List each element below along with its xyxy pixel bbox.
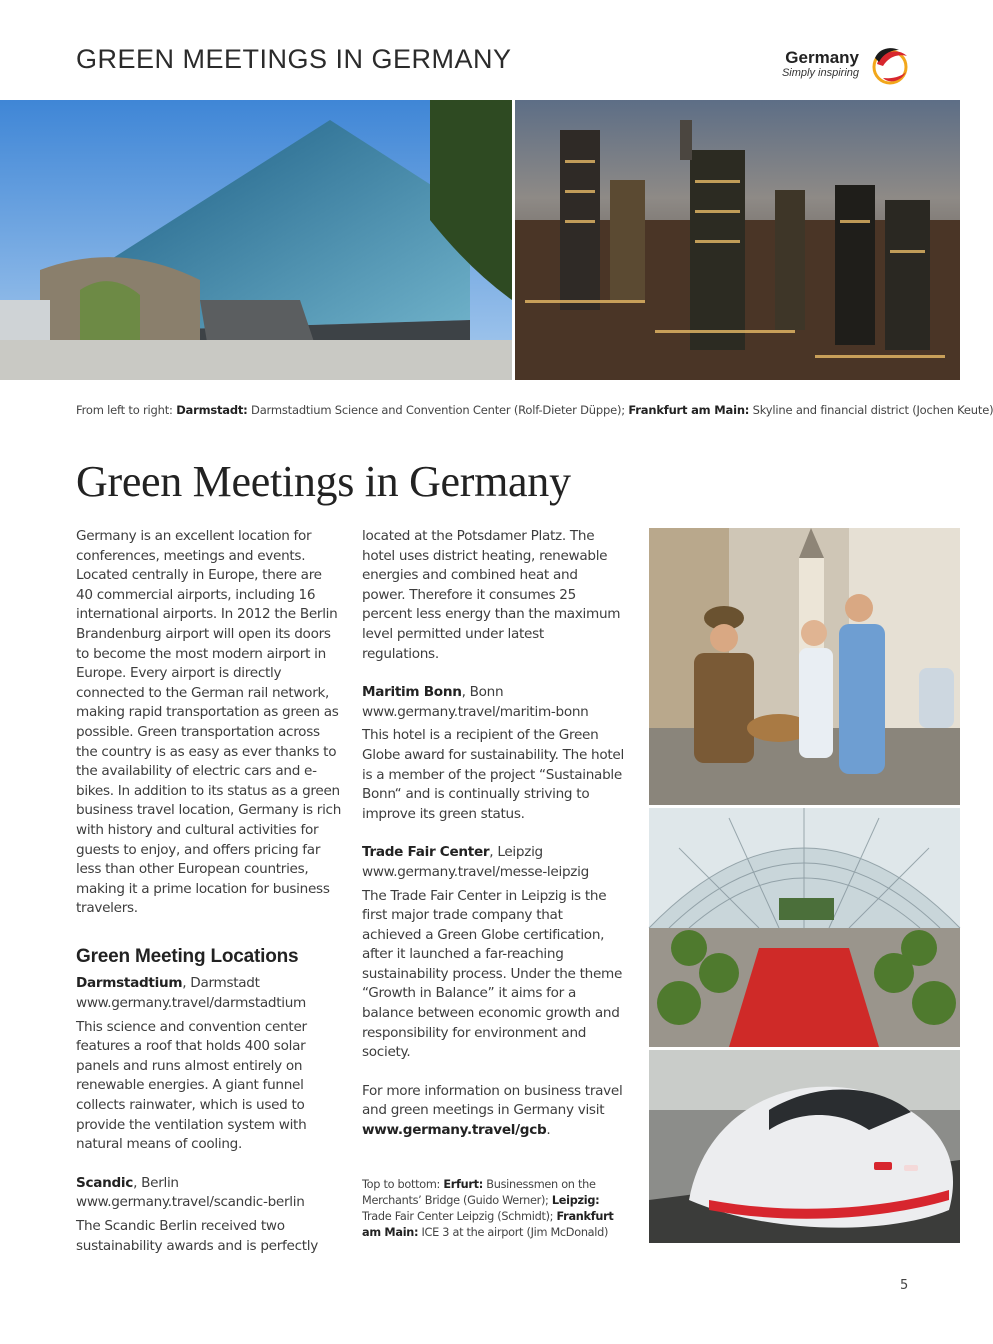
more-info	[362, 1082, 624, 1141]
caption-text: Darmstadtium Science and Convention Center (Rolf-Dieter Düppe);	[247, 403, 629, 417]
caption-prefix: From left to right:	[76, 403, 177, 417]
location-name: Trade Fair Center	[362, 844, 490, 861]
location-city: , Berlin	[133, 1174, 179, 1191]
middle-column	[362, 527, 624, 1141]
germany-logo[interactable]	[780, 44, 915, 86]
location-url[interactable]: www.germany.travel/maritim-bonn	[362, 703, 589, 720]
photo-frankfurt-skyline	[515, 100, 960, 380]
location-url[interactable]: www.germany.travel/darmstadtium	[76, 995, 306, 1012]
header-title: GREEN MEETINGS IN GERMANY	[76, 44, 512, 74]
location-name: Maritim Bonn	[362, 684, 462, 701]
location-description-continued: located at the Potsdamer Platz. The hotel uses district heating, renewable energies and combined heat and power. Therefore it consumes 25 percent less energy than the maximum level permitted under latest regulations.	[362, 528, 621, 662]
location-city: , Darmstadt	[182, 975, 260, 992]
more-info-end: .	[546, 1122, 551, 1139]
location-description: The Scandic Berlin received two sustainability awards and is perfectly	[76, 1218, 319, 1254]
location-city: , Bonn	[461, 684, 504, 701]
location-description: This hotel is a recipient of the Green Globe award for sustainability. The hotel is a member of the project “Sustainable Bonn“ and is continually striving to improve its green status.	[362, 727, 624, 822]
photo-caption-top	[76, 403, 993, 417]
caption-place: Leipzig:	[551, 1194, 600, 1207]
caption-text: Trade Fair Center Leipzig (Schmidt);	[362, 1210, 557, 1223]
location-description: The Trade Fair Center in Leipzig is the first major trade company that achieved a Green Globe certification, after it launched a far-reaching sustainability process. Under the theme “Growth in Balance” it aims for a balance between economic growth and responsibility for environment and society.	[362, 887, 623, 1061]
caption-text: ICE 3 at the airport (Jim McDonald)	[418, 1226, 609, 1239]
intro-paragraph: Germany is an excellent location for conferences, meetings and events. Located centrally in Europe, there are 40 commercial airports, including 16 international airports. In 2012 the Berlin Brandenburg airport will open its doors to become the most modern airport in Europe. Every airport is directly connected to the German rail network, making rapid transportation as green as possible. Green transportation across the country is as easy as ever thanks to the availability of electric cars and e-bikes. In addition to its status as a green business travel location, Germany is rich with history and cultural activities for guests to enjoy, and offers pricing far less than other European countries, making it a prime location for business travelers.	[76, 528, 342, 917]
location-url[interactable]: www.germany.travel/scandic-berlin	[76, 1194, 305, 1211]
location-trade-fair-center	[362, 843, 624, 1063]
more-info-text: For more information on business travel and green meetings in Germany visit	[362, 1082, 623, 1119]
caption-place: Frankfurt am Main:	[628, 403, 750, 417]
left-column	[76, 527, 342, 1256]
photo-caption-right	[362, 1177, 620, 1241]
location-name: Darmstadtium	[76, 975, 183, 992]
logo-tagline: Simply inspiring	[781, 67, 859, 79]
page-title: Green Meetings in Germany	[76, 457, 571, 506]
gcb-link[interactable]: www.germany.travel/gcb	[362, 1122, 547, 1139]
photo-darmstadtium	[0, 100, 512, 380]
location-maritim-bonn	[362, 683, 624, 824]
photo-ice3-train	[649, 1050, 960, 1243]
location-darmstadtium	[76, 974, 342, 1154]
caption-text: Skyline and financial district (Jochen Keute)	[749, 403, 993, 417]
location-description: This science and convention center features a roof that holds 400 solar panels and runs almost entirely on renewable energies. A giant funnel collects rainwater, which is used to provide the ventilation system with natural means of cooling.	[76, 1018, 307, 1153]
caption-prefix: Top to bottom:	[362, 1178, 444, 1191]
eagle-logo-icon	[869, 44, 911, 86]
caption-text: Businessmen on the Merchants’ Bridge (Guido Werner);	[362, 1178, 596, 1207]
location-scandic	[76, 1174, 342, 1256]
locations-heading: Green Meeting Locations	[76, 945, 299, 967]
caption-place: Darmstadt:	[176, 403, 248, 417]
caption-place: Erfurt:	[443, 1178, 483, 1191]
photo-leipzig-trade-fair	[649, 808, 960, 1047]
location-url[interactable]: www.germany.travel/messe-leipzig	[362, 863, 589, 880]
location-city: , Leipzig	[489, 844, 543, 861]
caption-place: Frankfurt am Main:	[362, 1210, 614, 1239]
page-number: 5	[900, 1278, 909, 1293]
location-name: Scandic	[76, 1174, 134, 1191]
logo-word: Germany	[785, 48, 859, 67]
photo-erfurt-businessmen	[649, 528, 960, 805]
